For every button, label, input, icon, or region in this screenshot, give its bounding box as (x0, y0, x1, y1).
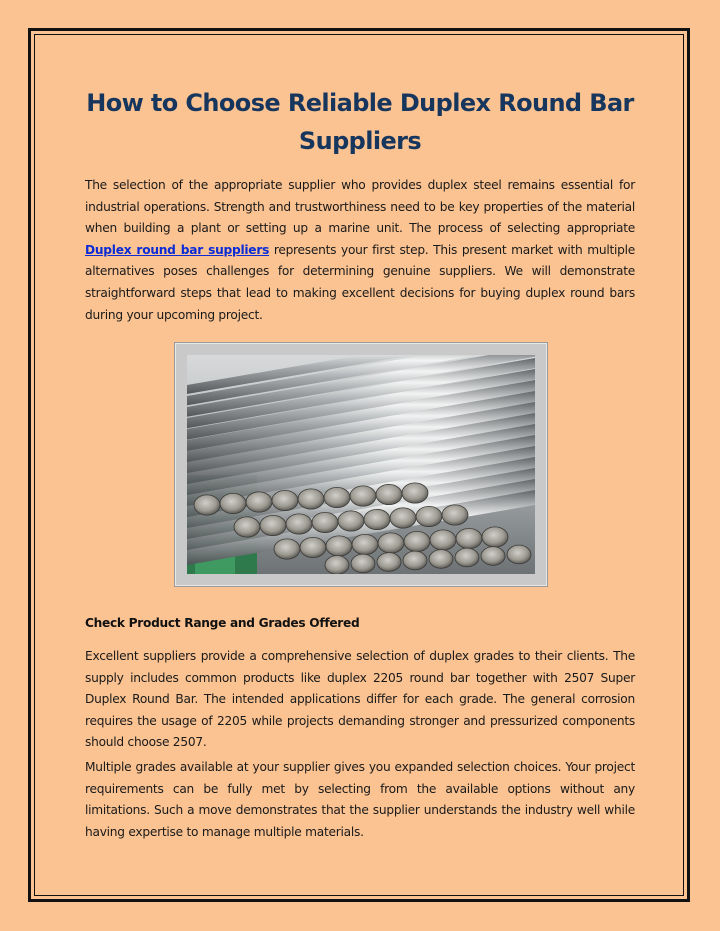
duplex-round-bar-suppliers-link[interactable]: Duplex round bar suppliers (85, 242, 270, 257)
intro-paragraph (85, 175, 635, 326)
intro-text-after-link: represents your first step. This present market with multiple alternatives poses challenges for determining genuine suppliers. We will demonstrate straightforward steps that lead to making excellent decisions for buying duplex round bars during your upcoming project. (85, 242, 635, 322)
selection-paragraph: Multiple grades available at your supplier gives you expanded selection choices. Your project requirements can be fully met by selecting from the available options without any limitations. Such a move demonstrates that the supplier understands the industry well while having expertise to manage multiple materials. (85, 760, 635, 839)
round-bars-photo (187, 355, 535, 574)
document-title: How to Choose Reliable Duplex Round Bar Suppliers (86, 89, 634, 155)
round-bars-photo-frame (174, 342, 548, 587)
grades-paragraph: Excellent suppliers provide a comprehensive selection of duplex grades to their clients. The supply includes common products like duplex 2205 round bar together with 2507 Super Duplex Round Bar. The intended applications differ for each grade. The general corrosion requires the usage of 2205 while projects demanding stronger and pressurized components should choose 2507. (85, 649, 635, 750)
intro-text-before-link: The selection of the appropriate supplier who provides duplex steel remains essential for industrial operations. Strength and trustworthiness need to be key properties of the material when building a plant or setting up a marine unit. The process of selecting appropriate (85, 178, 635, 236)
section-heading: Check Product Range and Grades Offered (85, 616, 360, 630)
